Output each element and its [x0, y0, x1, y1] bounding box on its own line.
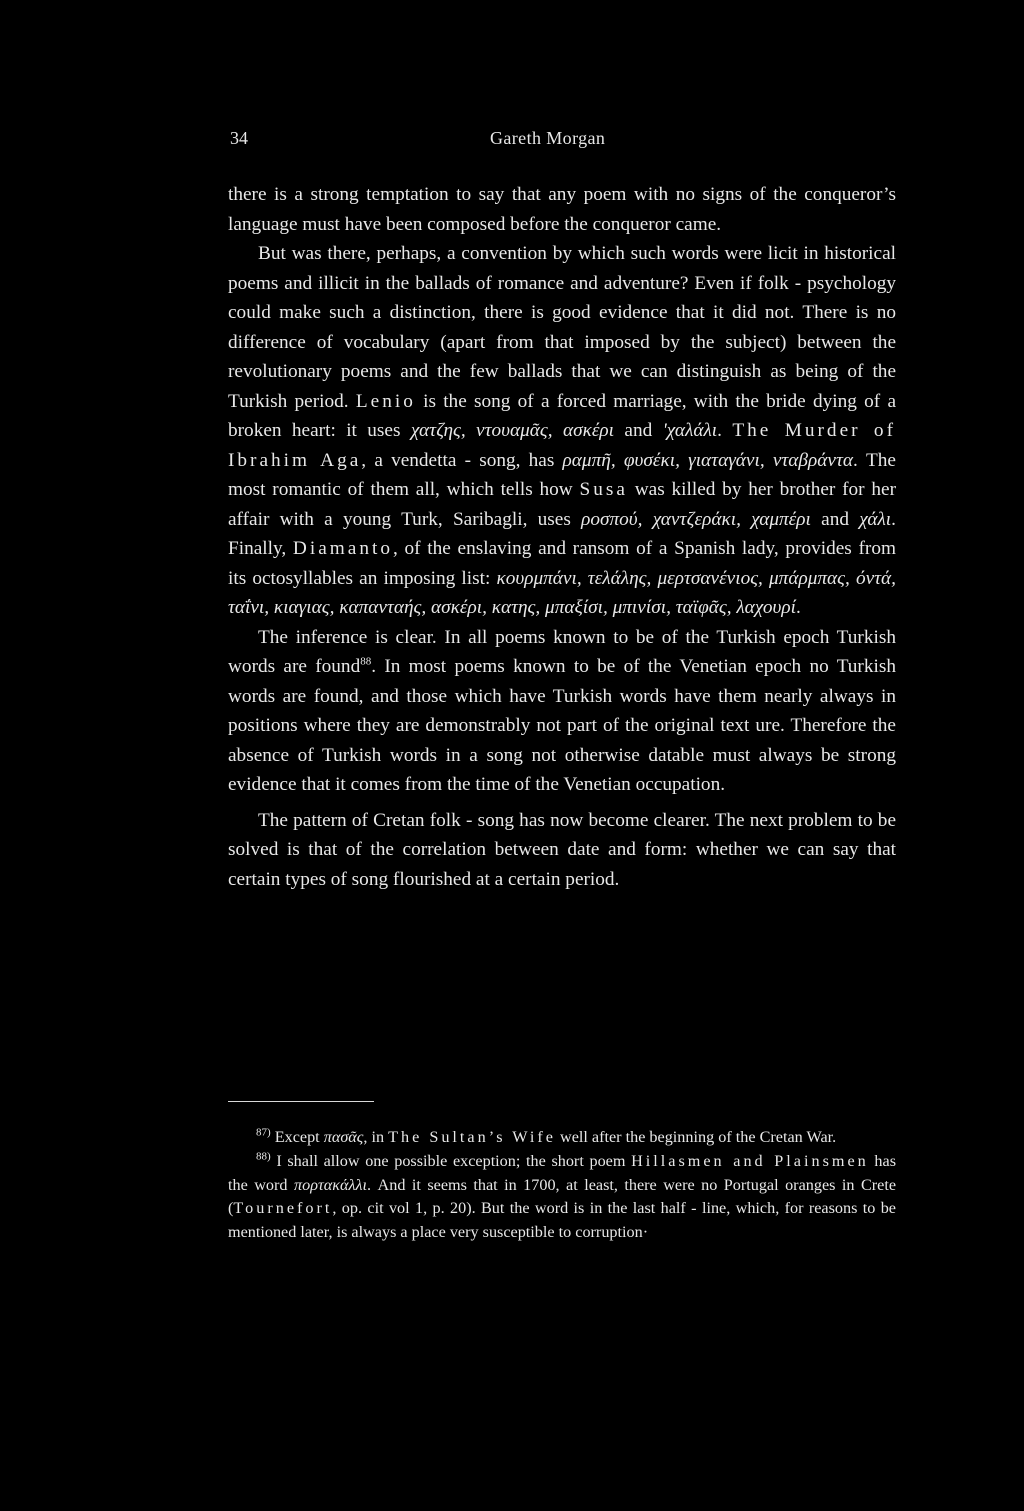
text-run: The inference is clear. In all poems known to be of the Turkish epoch Turkish words are found	[228, 626, 896, 677]
text-run: .	[717, 420, 733, 441]
text-run: and	[810, 508, 860, 530]
book-page	[228, 0, 896, 1511]
poem-title: Hillasmen and Plainsmen	[631, 1151, 869, 1170]
paragraph-1: there is a strong temptation to say that any poem with no signs of the conqueror’s language must have been composed before the conqueror came.	[228, 184, 896, 235]
paragraph-3	[228, 623, 896, 800]
footnote-88	[228, 1150, 896, 1245]
page-number: 34	[230, 128, 248, 148]
poem-title-diamanto: Diamanto	[292, 538, 393, 559]
text-run: But was there, perhaps, a convention by which such words were licit in historical poems and illicit in the ballads of romance and adventure? Even if folk - psychology could make such a distinction, there is good evidence that it did not. There is no difference of vocabulary (apart from that imposed by the subject) between the revolutionary poems and the few ballads that we can distinguish as being of the Turkish period.	[228, 243, 896, 412]
text-run: was killed by her brother for her affair with a young Turk, Saribagli, uses	[228, 479, 896, 530]
text-run: and	[614, 420, 663, 441]
text-run: .	[796, 597, 801, 618]
footnote-reference[interactable]: 88	[360, 655, 372, 668]
author-name: Tournefort	[233, 1199, 333, 1218]
poem-title: The Sultan’s Wife	[388, 1128, 556, 1146]
footnote-divider	[228, 1101, 374, 1102]
body-text	[228, 180, 896, 894]
page-header	[228, 126, 896, 150]
text-run: Except	[270, 1128, 324, 1146]
greek-word: ʹχαλάλι	[662, 420, 718, 441]
running-head: Gareth Morgan	[490, 128, 606, 148]
footnote-87	[228, 1126, 896, 1150]
text-run: . And it seems that in 1700, at least, there were no Portugal oranges in Crete (	[228, 1175, 896, 1218]
text-run: , in	[363, 1128, 389, 1146]
text-run: . In most poems known to be of the Venetian epoch no Turkish words are found, and those which have Turkish words have them nearly always in positions where they are demonstrably not part of the original text ure. Therefore the absence of Turkish words in a song not otherwise datable must always be strong evidence that it comes from the time of the Venetian occupation.	[228, 656, 896, 795]
text-run: has the word	[228, 1151, 896, 1194]
poem-title-susa: Susa	[579, 479, 628, 500]
footnote-marker: 87)	[256, 1126, 271, 1139]
text-run: , a vendetta - song, has	[361, 449, 563, 471]
text-run: is the song of a forced marriage, with the bride dying of a broken heart: it uses	[228, 390, 897, 441]
footnote-marker: 88)	[256, 1150, 271, 1163]
greek-words: χατζης, ντουαμᾶς, ασκέρι	[410, 420, 615, 441]
paragraph-4: The pattern of Cretan folk - song has now become clearer. The next problem to be solved is that of the correlation between date and form: whether we can say that certain types of song flourished at a certain period.	[228, 809, 896, 890]
greek-word-list: κουρμπάνι, τελάλης, μερτσανένιος, μπάρμπας, όντά, ταΐνι, κιαγιας, καπανταής, ασκέρι, κατης, μπαξίσι, μπινίσι, ταϊφᾶς, λαχουρί	[228, 567, 896, 618]
footnotes	[228, 1126, 896, 1245]
greek-words: ραμπῆ, φυσέκι, γιαταγάνι, νταβράντα	[562, 449, 853, 471]
text-run: I shall allow one possible exception; the short poem	[270, 1151, 632, 1170]
poem-title-lenio: Lenio	[355, 390, 416, 412]
greek-word: πορτακάλλι	[293, 1175, 368, 1194]
greek-word: πασᾶς	[323, 1128, 364, 1146]
text-run: . The most romantic of them all, which tells how	[228, 449, 896, 500]
text-run: , op. cit vol 1, p. 20). But the word is in the last half - line, which, for reasons to be mentioned later, is always a place very susceptible to corruption·	[228, 1199, 896, 1242]
text-run: . Finally,	[228, 508, 896, 559]
greek-word: χάλι	[859, 508, 892, 530]
text-run: , of the enslaving and ransom of a Spanish lady, provides from its octosyllables an imposing list:	[228, 538, 896, 589]
poem-title-murder: The Murder of Ibrahim Aga	[228, 420, 896, 471]
text-run: well after the beginning of the Cretan War.	[555, 1128, 837, 1146]
greek-words: ροσπού, χαντζεράκι, χαμπέρι	[581, 508, 811, 530]
paragraph-2	[228, 239, 896, 623]
